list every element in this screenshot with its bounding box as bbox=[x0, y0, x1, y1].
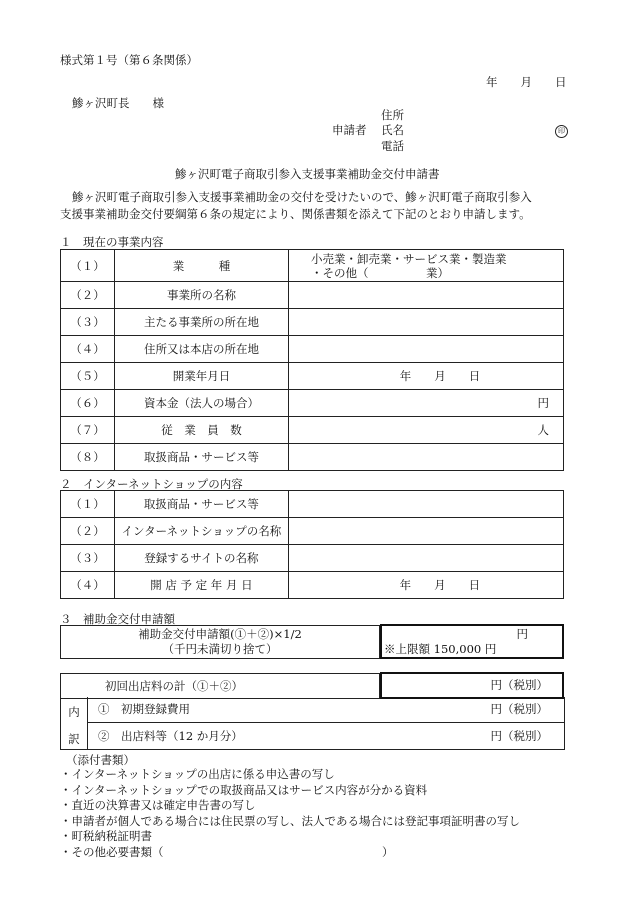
table-row bbox=[61, 572, 564, 599]
list-item: ・インターネットショップでの取扱商品又はサービス内容が分かる資料 bbox=[60, 782, 428, 797]
row-number: （２） bbox=[61, 282, 115, 309]
shop-fee-label: ② 出店料等（12 か月分） bbox=[98, 729, 243, 743]
table-row bbox=[61, 444, 564, 471]
row-label: 主たる事業所の所在地 bbox=[114, 309, 288, 336]
row-label: 業 種 bbox=[114, 250, 288, 282]
subsidy-rounding-note: （千円未満切り捨て） bbox=[162, 642, 278, 656]
list-item: ・直近の決算書又は確定申告書の写し bbox=[60, 798, 256, 812]
section1-heading: １ 現在の事業内容 bbox=[60, 235, 164, 249]
industry-field[interactable] bbox=[288, 250, 563, 282]
employee-count-field[interactable]: 人 bbox=[288, 417, 563, 444]
row-label: 事業所の名称 bbox=[114, 282, 288, 309]
shop-fee-field[interactable]: 円（税別） bbox=[490, 729, 548, 743]
section3-heading: ３ 補助金交付申請額 bbox=[60, 612, 175, 626]
fee-total-label: 初回出店料の計（①＋②） bbox=[105, 679, 243, 693]
breakdown-char-1: 内 bbox=[68, 705, 80, 719]
fee-total-label-box bbox=[60, 673, 380, 699]
form-number: 様式第１号（第６条関係） bbox=[60, 53, 198, 67]
products-field[interactable] bbox=[288, 444, 563, 471]
table-row bbox=[61, 282, 564, 309]
fee-item-row bbox=[88, 697, 564, 723]
list-item: ・インターネットショップの出店に係る申込書の写し bbox=[60, 767, 335, 781]
list-item: ・その他必要書類（ ） bbox=[60, 844, 394, 859]
date-line: 年 月 日 bbox=[486, 75, 567, 89]
site-name-field[interactable] bbox=[288, 545, 563, 572]
attachments-heading: （添付書類） bbox=[66, 753, 135, 767]
row-label: 開業年月日 bbox=[114, 363, 288, 390]
row-number: （１） bbox=[61, 250, 115, 282]
row-number: （２） bbox=[61, 518, 115, 545]
table-row bbox=[61, 491, 564, 518]
document-title: 鯵ヶ沢町電子商取引参入支援事業補助金交付申請書 bbox=[175, 167, 440, 181]
row-number: （８） bbox=[61, 444, 115, 471]
row-number: （５） bbox=[61, 363, 115, 390]
initial-fee-label: ① 初期登録費用 bbox=[98, 702, 190, 716]
fee-breakdown-box bbox=[60, 697, 565, 750]
seal-icon bbox=[555, 122, 568, 138]
industry-options: 小売業・卸売業・サービス業・製造業 bbox=[310, 251, 507, 266]
row-number: （４） bbox=[61, 572, 115, 599]
name-label: 氏名 bbox=[381, 123, 404, 137]
row-label: 従 業 員 数 bbox=[114, 417, 288, 444]
shop-products-field[interactable] bbox=[288, 491, 563, 518]
headquarters-field[interactable] bbox=[288, 336, 563, 363]
fee-item-row bbox=[88, 723, 564, 749]
intro-text-2: 支援事業補助金交付要綱第６条の規定により、関係書類を添えて下記のとおり申請します。 bbox=[60, 207, 531, 221]
address-label: 住所 bbox=[381, 108, 404, 122]
shop-name-field[interactable] bbox=[288, 518, 563, 545]
table-row bbox=[61, 336, 564, 363]
subsidy-amount-field[interactable] bbox=[380, 624, 564, 659]
row-number: （４） bbox=[61, 336, 115, 363]
subsidy-label-box bbox=[60, 625, 380, 659]
main-office-field[interactable] bbox=[288, 309, 563, 336]
intro-text-1: 鯵ヶ沢町電子商取引参入支援事業補助金の交付を受けたいので、鯵ヶ沢町電子商取引参入 bbox=[72, 190, 532, 204]
table-row bbox=[61, 250, 564, 282]
row-label: 取扱商品・サービス等 bbox=[115, 491, 289, 518]
subsidy-formula: 補助金交付申請額(①＋②)×1/2 bbox=[138, 627, 302, 641]
table-row bbox=[61, 545, 564, 572]
industry-other: ・その他（ 業） bbox=[310, 265, 449, 280]
table-row bbox=[61, 363, 564, 390]
initial-fee-field[interactable]: 円（税別） bbox=[490, 702, 548, 716]
row-number: （３） bbox=[61, 309, 115, 336]
subsidy-yen-unit: 円 bbox=[516, 627, 528, 641]
breakdown-label bbox=[61, 697, 88, 749]
row-number: （７） bbox=[61, 417, 115, 444]
business-table bbox=[60, 249, 564, 471]
table-row bbox=[61, 390, 564, 417]
row-label: インターネットショップの名称 bbox=[115, 518, 289, 545]
row-label: 取扱商品・サービス等 bbox=[114, 444, 288, 471]
row-label: 資本金（法人の場合） bbox=[114, 390, 288, 417]
list-item: ・町税納税証明書 bbox=[60, 829, 152, 843]
breakdown-char-2: 訳 bbox=[68, 732, 80, 746]
section2-heading: ２ インターネットショップの内容 bbox=[60, 477, 243, 491]
row-label: 住所又は本店の所在地 bbox=[114, 336, 288, 363]
table-row bbox=[61, 309, 564, 336]
shop-open-date-field[interactable]: 年 月 日 bbox=[288, 572, 563, 599]
table-row bbox=[61, 518, 564, 545]
fee-total-unit: 円（税別） bbox=[490, 678, 548, 692]
table-row bbox=[61, 417, 564, 444]
row-label: 登録するサイトの名称 bbox=[115, 545, 289, 572]
shop-table bbox=[60, 490, 564, 599]
row-label: 開 店 予 定 年 月 日 bbox=[115, 572, 289, 599]
seal-mark: 印 bbox=[555, 125, 568, 138]
row-number: （３） bbox=[61, 545, 115, 572]
capital-field[interactable]: 円 bbox=[288, 390, 563, 417]
row-number: （６） bbox=[61, 390, 115, 417]
attachments-list bbox=[60, 767, 520, 860]
phone-label: 電話 bbox=[381, 139, 404, 153]
subsidy-limit-note: ※上限額 150,000 円 bbox=[384, 642, 497, 656]
addressee: 鯵ヶ沢町長 様 bbox=[72, 96, 164, 110]
opening-date-field[interactable]: 年 月 日 bbox=[288, 363, 563, 390]
fee-total-field[interactable] bbox=[380, 672, 564, 699]
applicant-label: 申請者 bbox=[332, 123, 367, 137]
business-name-field[interactable] bbox=[288, 282, 563, 309]
list-item: ・申請者が個人である場合には住民票の写し、法人である場合には登記事項証明書の写し bbox=[60, 813, 520, 828]
row-number: （１） bbox=[61, 491, 115, 518]
